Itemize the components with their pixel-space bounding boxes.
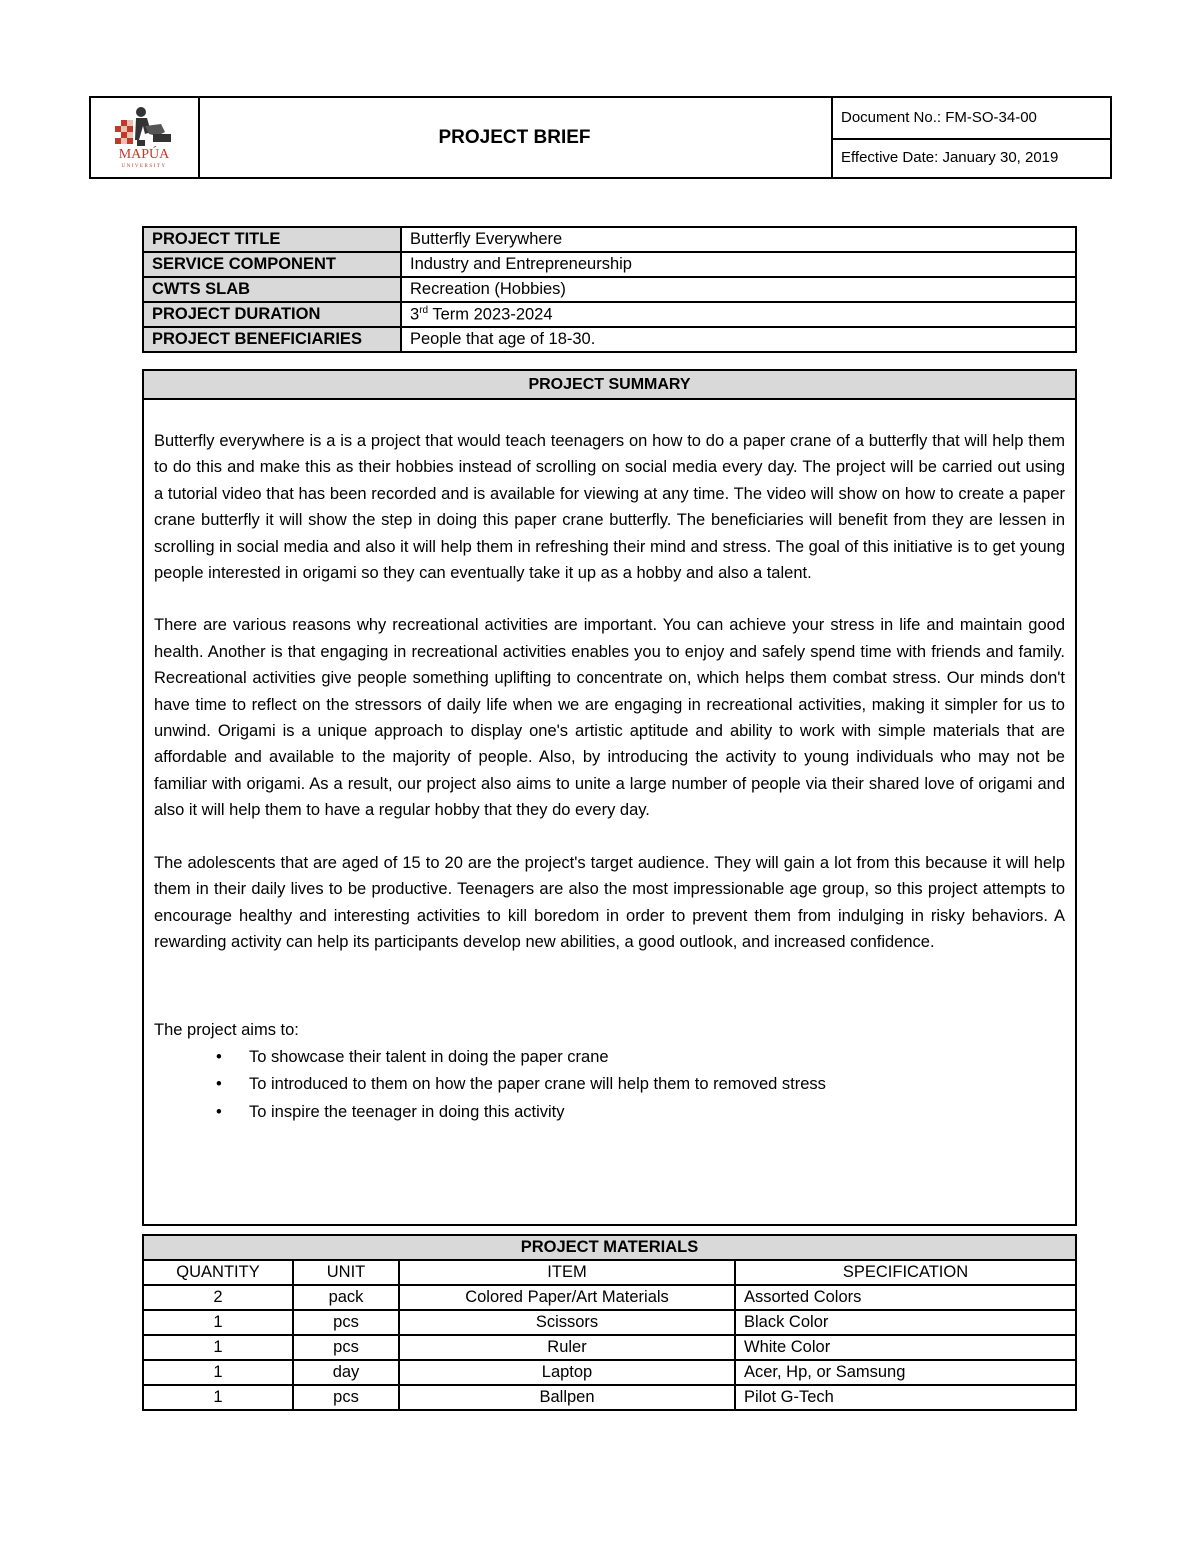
- specification-cell: White Color: [735, 1335, 1076, 1360]
- table-row: [143, 277, 1076, 302]
- project-title-value: Butterfly Everywhere: [401, 227, 1076, 252]
- project-materials-heading: PROJECT MATERIALS: [143, 1235, 1076, 1260]
- project-summary-body: [144, 400, 1075, 1126]
- column-header: UNIT: [293, 1260, 399, 1285]
- project-beneficiaries-label: PROJECT BENEFICIARIES: [143, 327, 401, 352]
- logo-subtext: UNIVERSITY: [121, 164, 167, 169]
- aims-list: [154, 1044, 1065, 1127]
- table-row: [143, 1235, 1076, 1260]
- specification-cell: Pilot G-Tech: [735, 1385, 1076, 1410]
- cwts-slab-label: CWTS SLAB: [143, 277, 401, 302]
- project-title-label: PROJECT TITLE: [143, 227, 401, 252]
- item-cell: Ballpen: [399, 1385, 735, 1410]
- list-item: [216, 1071, 1065, 1099]
- unit-cell: pcs: [293, 1385, 399, 1410]
- table-row: [143, 1360, 1076, 1385]
- project-summary-heading: PROJECT SUMMARY: [144, 371, 1075, 400]
- item-cell: Ruler: [399, 1335, 735, 1360]
- service-component-value: Industry and Entrepreneurship: [401, 252, 1076, 277]
- project-info-table: [142, 226, 1077, 353]
- column-header: ITEM: [399, 1260, 735, 1285]
- logo-cell: [91, 98, 200, 177]
- duration-number: 3: [410, 305, 420, 324]
- item-cell: Scissors: [399, 1310, 735, 1335]
- quantity-cell: 1: [143, 1385, 293, 1410]
- aim-text: To introduced to them on how the paper crane will help them to removed stress: [249, 1075, 826, 1094]
- document-number: Document No.: FM-SO-34-00: [831, 98, 1110, 140]
- duration-suffix: rd: [419, 304, 429, 316]
- list-item: [216, 1099, 1065, 1127]
- unit-cell: pack: [293, 1285, 399, 1310]
- duration-term: Term 2023-2024: [428, 305, 553, 324]
- specification-cell: Acer, Hp, or Samsung: [735, 1360, 1076, 1385]
- university-logo: [109, 106, 179, 172]
- summary-paragraph-1: Butterfly everywhere is a is a project that would teach teenagers on how to do a paper crane of a butterfly that will help them to do this and make this as their hobbies instead of scrolling on social media every day. The project will be carried out using a tutorial video that has been recorded and is available for viewing at any time. The video will show on how to create a paper crane butterfly it will show the step in doing this paper crane butterfly. The beneficiaries will benefit from they are lessen in scrolling in social media and also it will help them in refreshing their mind and stress. The goal of this initiative is to get young people interested in origami so they can eventually take it up as a hobby and also a talent.: [154, 432, 1065, 583]
- table-row: [143, 1335, 1076, 1360]
- service-component-label: SERVICE COMPONENT: [143, 252, 401, 277]
- item-cell: Laptop: [399, 1360, 735, 1385]
- document-header: [89, 96, 1112, 179]
- project-summary-section: [142, 369, 1077, 1226]
- table-row: [143, 252, 1076, 277]
- table-row: [143, 1385, 1076, 1410]
- bullet-icon: •: [216, 1075, 222, 1094]
- table-row: [143, 1310, 1076, 1335]
- document-meta: [831, 98, 1110, 177]
- item-cell: Colored Paper/Art Materials: [399, 1285, 735, 1310]
- page-title: PROJECT BRIEF: [198, 98, 833, 177]
- quantity-cell: 1: [143, 1310, 293, 1335]
- project-duration-value: [401, 302, 1076, 327]
- quantity-cell: 1: [143, 1335, 293, 1360]
- unit-cell: pcs: [293, 1310, 399, 1335]
- unit-cell: day: [293, 1360, 399, 1385]
- specification-cell: Assorted Colors: [735, 1285, 1076, 1310]
- aims-title: The project aims to:: [154, 1021, 299, 1040]
- column-header: SPECIFICATION: [735, 1260, 1076, 1285]
- project-duration-label: PROJECT DURATION: [143, 302, 401, 327]
- bullet-icon: •: [216, 1047, 222, 1066]
- table-row: [143, 327, 1076, 352]
- effective-date: Effective Date: January 30, 2019: [841, 148, 1059, 166]
- project-materials-table: [142, 1234, 1077, 1411]
- table-row: [143, 302, 1076, 327]
- logo-wordmark: MAPÚA: [118, 147, 170, 162]
- summary-paragraph-3: The adolescents that are aged of 15 to 20 are the project's target audience. They will gain a lot from this because it will help them in their daily lives to be productive. Teenagers are also the most impressionable age group, so this project attempts to encourage healthy and interesting activities to kill boredom in order to prevent them from indulging in risky behaviors. A rewarding activity can help its participants develop new abilities, a good outlook, and increased confidence.: [154, 853, 1065, 951]
- table-header-row: [143, 1260, 1076, 1285]
- column-header: QUANTITY: [143, 1260, 293, 1285]
- table-row: [143, 227, 1076, 252]
- unit-cell: pcs: [293, 1335, 399, 1360]
- aim-text: To inspire the teenager in doing this activity: [249, 1102, 565, 1121]
- quantity-cell: 1: [143, 1360, 293, 1385]
- table-row: [143, 1285, 1076, 1310]
- quantity-cell: 2: [143, 1285, 293, 1310]
- summary-paragraph-2: There are various reasons why recreational activities are important. You can achieve your stress in life and maintain good health. Another is that engaging in recreational activities enables you to enjoy and safely spend time with friends and family. Recreational activities give people something uplifting to concentrate on, which helps them combat stress. Our minds don't have time to reflect on the stressors of daily life when we are engaging in recreational activities, making it simpler for us to unwind. Origami is a unique approach to display one's artistic aptitude and ability to work with simple materials that are affordable and available to the majority of people. Also, by introducing the activity to young individuals who may not be familiar with origami. As a result, our project also aims to unite a large number of people via their shared love of origami and also it will help them to have a regular hobby that they do every day.: [154, 616, 1065, 820]
- specification-cell: Black Color: [735, 1310, 1076, 1335]
- bullet-icon: •: [216, 1102, 222, 1121]
- project-beneficiaries-value: People that age of 18-30.: [401, 327, 1076, 352]
- aim-text: To showcase their talent in doing the paper crane: [249, 1047, 609, 1066]
- list-item: [216, 1044, 1065, 1072]
- cwts-slab-value: Recreation (Hobbies): [401, 277, 1076, 302]
